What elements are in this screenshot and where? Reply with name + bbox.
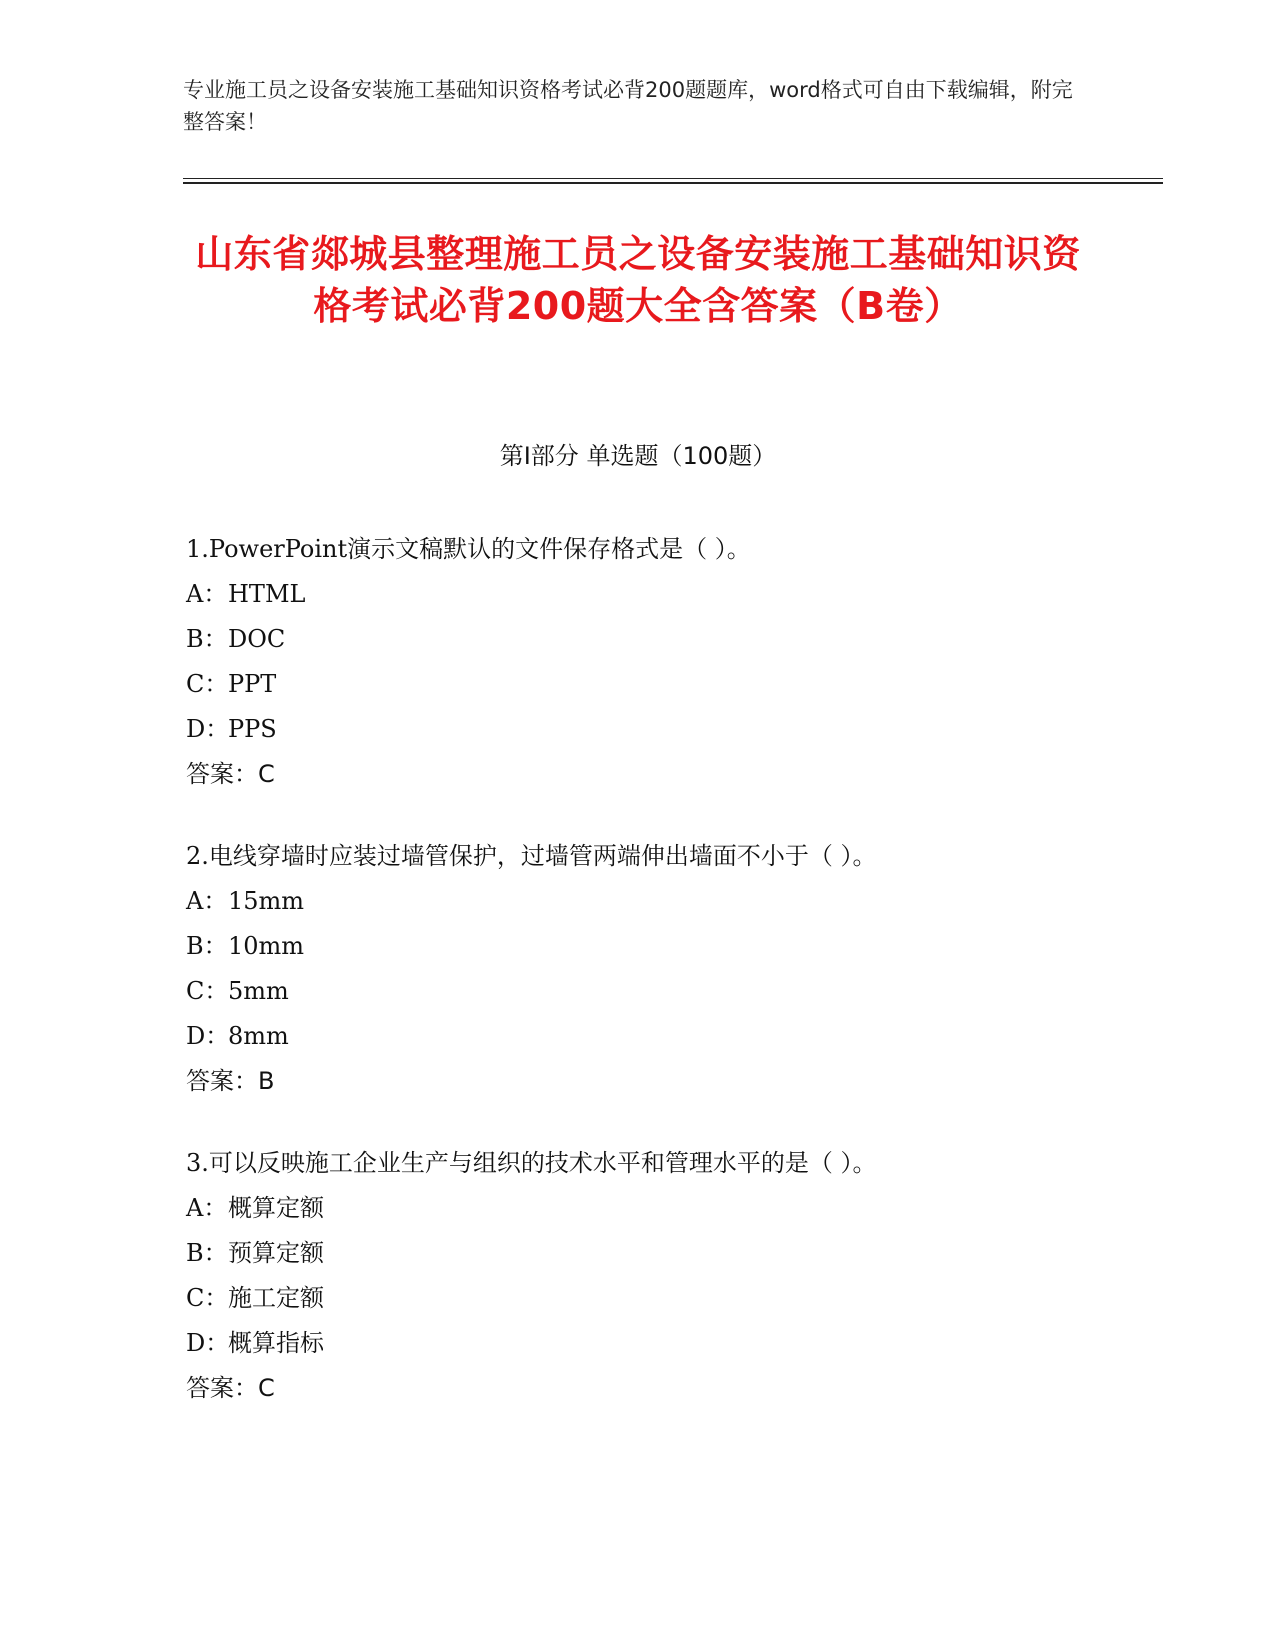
question-stem: 3.可以反映施工企业生产与组织的技术水平和管理水平的是（ ）。 — [186, 1149, 877, 1177]
option-letter: D： — [186, 715, 230, 743]
option-letter: B： — [186, 1239, 228, 1267]
option-letter: B： — [186, 625, 228, 653]
option-text: 5mm — [228, 977, 289, 1005]
question-list — [186, 532, 1146, 1453]
option-d — [186, 1326, 1146, 1360]
option-letter: C： — [186, 1284, 229, 1312]
option-a — [186, 884, 1146, 918]
option-text: 施工定额 — [228, 1284, 324, 1312]
option-b — [186, 622, 1146, 656]
question-stem: 1.PowerPoint演示文稿默认的文件保存格式是（ ）。 — [186, 535, 751, 563]
option-text: 预算定额 — [228, 1239, 324, 1267]
option-text: 8mm — [228, 1022, 289, 1050]
question-2 — [186, 839, 1146, 1098]
document-title: 山东省郯城县整理施工员之设备安装施工基础知识资格考试必背200题大全含答案（B卷） — [195, 232, 1081, 328]
option-letter: D： — [186, 1329, 230, 1357]
option-letter: B： — [186, 932, 228, 960]
header-divider-thick — [183, 182, 1163, 184]
question-3 — [186, 1146, 1146, 1405]
option-text: HTML — [228, 580, 306, 608]
option-d — [186, 712, 1146, 746]
option-a — [186, 577, 1146, 611]
question-stem: 2.电线穿墙时应装过墙管保护，过墙管两端伸出墙面不小于（ ）。 — [186, 842, 877, 870]
option-d — [186, 1019, 1146, 1053]
option-text: PPT — [228, 670, 277, 698]
option-letter: A： — [186, 1194, 228, 1222]
option-letter: A： — [186, 580, 228, 608]
option-c — [186, 974, 1146, 1008]
option-text: DOC — [228, 625, 286, 653]
option-letter: D： — [186, 1022, 230, 1050]
answer: 答案：C — [186, 1374, 275, 1402]
option-text: 15mm — [228, 887, 305, 915]
header-divider-thin — [183, 178, 1163, 179]
option-c — [186, 667, 1146, 701]
question-1 — [186, 532, 1146, 791]
option-b — [186, 1236, 1146, 1270]
option-letter: C： — [186, 670, 229, 698]
answer: 答案：B — [186, 1067, 275, 1095]
option-a — [186, 1191, 1146, 1225]
option-c — [186, 1281, 1146, 1315]
answer: 答案：C — [186, 760, 275, 788]
option-b — [186, 929, 1146, 963]
option-text: 概算指标 — [228, 1329, 324, 1357]
option-text: 概算定额 — [228, 1194, 324, 1222]
option-text: PPS — [228, 715, 277, 743]
option-text: 10mm — [228, 932, 305, 960]
header-note: 专业施工员之设备安装施工基础知识资格考试必背200题题库，word格式可自由下载编辑，附完整答案！ — [183, 78, 1073, 134]
option-letter: C： — [186, 977, 229, 1005]
option-letter: A： — [186, 887, 228, 915]
section-title: 第Ⅰ部分 单选题（100题） — [499, 442, 777, 470]
